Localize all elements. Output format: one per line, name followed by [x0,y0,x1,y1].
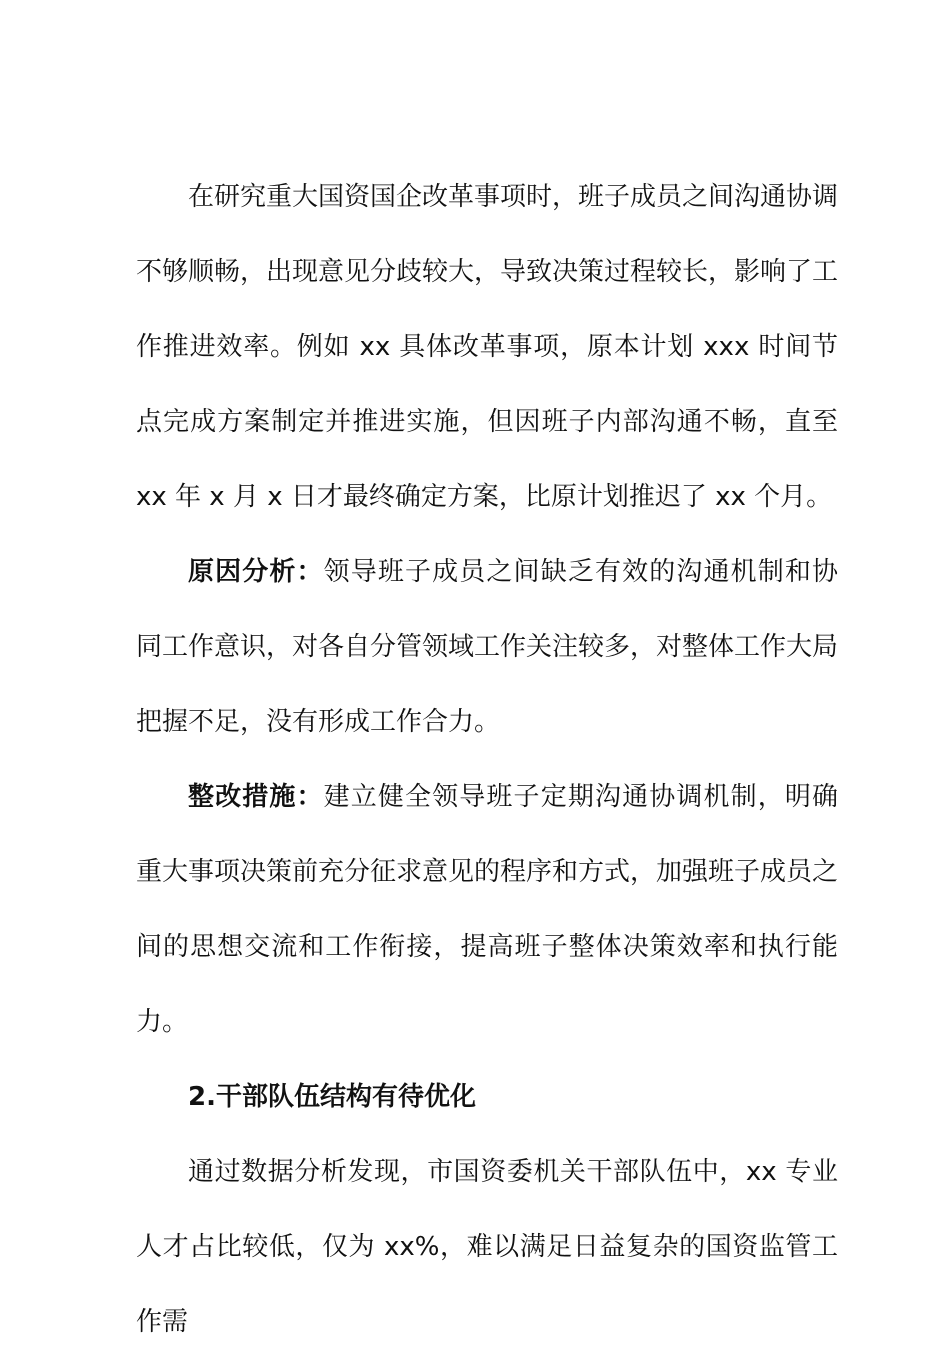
rectification-paragraph [136,760,838,1060]
cause-analysis-paragraph [136,535,838,760]
section-heading: 2.干部队伍结构有待优化 [188,1082,476,1112]
cause-analysis-label: 原因分析： [188,557,324,587]
cause-analysis-text: 领导班子成员之间缺乏有效的沟通机制和协同工作意识，对各自分管领域工作关注较多，对整体工作大局把握不足，没有形成工作合力。 [136,557,839,737]
paragraph-text: 在研究重大国资国企改革事项时，班子成员之间沟通协调不够顺畅，出现意见分歧较大，导致决策过程较长，影响了工作推进效率。例如 xx 具体改革事项，原本计划 xxx 时间节点完成方案制定并推进实施，但因班子内部沟通不畅，直至 xx 年 x 月 x 日才最终确定方案，比原计划推迟了 xx 个月。 [136,182,839,512]
document-body [136,160,838,1360]
rectification-text: 建立健全领导班子定期沟通协调机制，明确重大事项决策前充分征求意见的程序和方式，加强班子成员之间的思想交流和工作衔接，提高班子整体决策效率和执行能力。 [136,782,839,1037]
paragraph-text: 通过数据分析发现，市国资委机关干部队伍中，xx 专业人才占比较低，仅为 xx%，难以满足日益复杂的国资监管工作需 [136,1157,838,1337]
rectification-label: 整改措施： [188,782,324,812]
body-paragraph [136,160,838,535]
body-paragraph [136,1135,838,1360]
